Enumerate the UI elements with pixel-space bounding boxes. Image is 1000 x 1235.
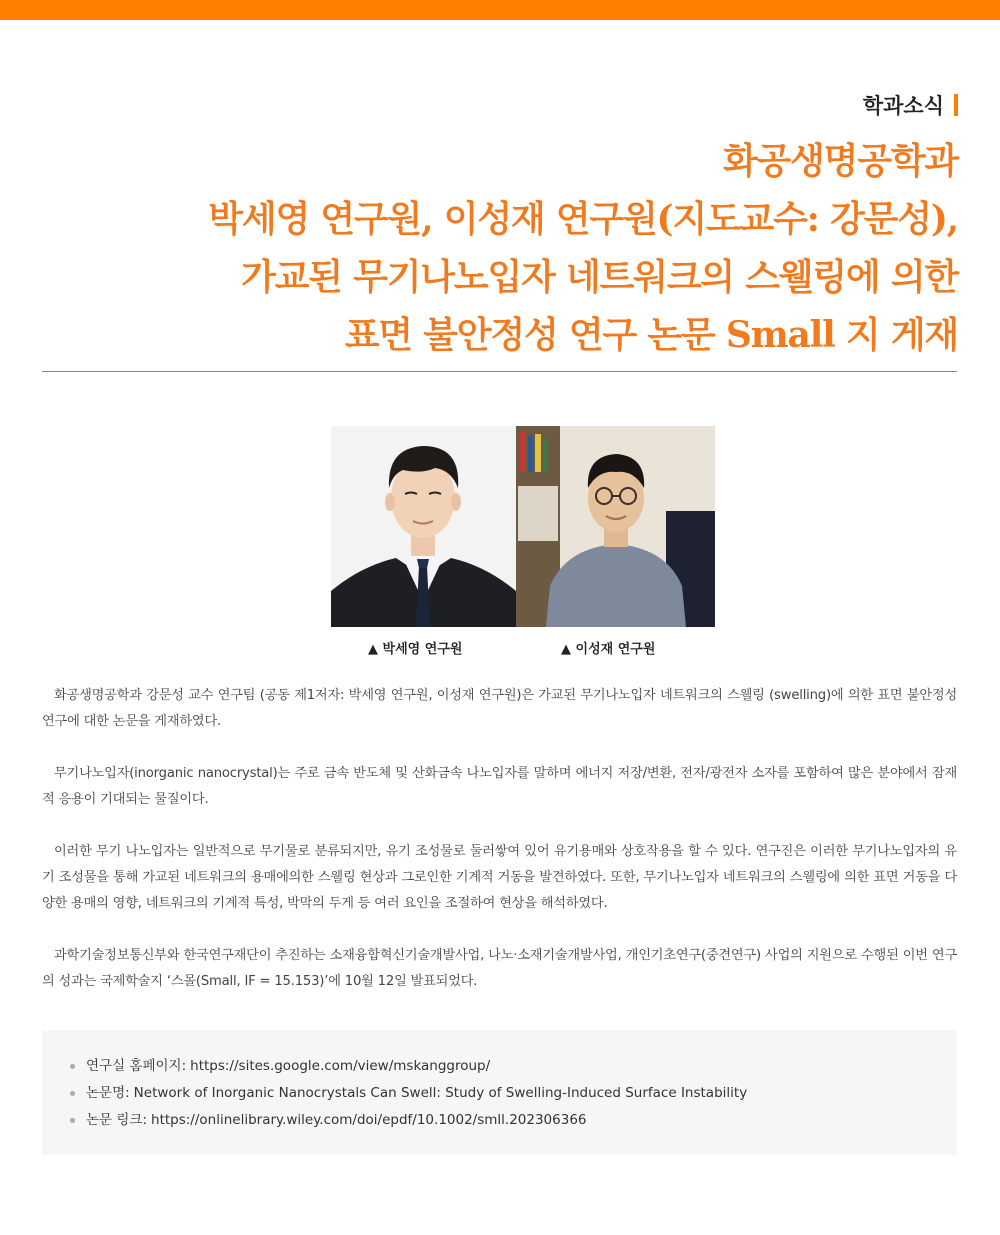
title-line: 가교된 무기나노입자 네트워크의 스웰링에 의한 bbox=[241, 256, 958, 298]
bullet-icon bbox=[70, 1118, 75, 1123]
bullet-icon bbox=[70, 1064, 75, 1069]
portrait-lee-image bbox=[516, 426, 715, 627]
info-item-homepage bbox=[70, 1053, 957, 1080]
bullet-icon bbox=[70, 1091, 75, 1096]
body-paragraph: 과학기술정보통신부와 한국연구재단이 추진하는 소재융합혁신기술개발사업, 나노·소재기술개발사업, 개인기초연구(중견연구) 사업의 지원으로 수행된 이번 연구의 성과는 국제학술지 ‘스몰(Small, IF = 15.153)’에 10월 12일 발표되었다. bbox=[42, 948, 957, 989]
photo-captions bbox=[0, 638, 1000, 658]
researcher-photo-park bbox=[331, 426, 516, 627]
title-line: 화공생명공학과 bbox=[722, 140, 958, 182]
top-accent-bar bbox=[0, 0, 1000, 20]
portrait-park-image bbox=[331, 426, 516, 627]
info-label: 논문명: bbox=[86, 1085, 130, 1101]
info-label: 논문 링크: bbox=[86, 1112, 148, 1128]
photo-caption: ▲ 박세영 연구원 bbox=[368, 642, 463, 657]
photo-caption: ▲ 이성재 연구원 bbox=[561, 642, 656, 657]
title-line: 표면 불안정성 연구 논문 Small 지 게재 bbox=[344, 314, 958, 356]
researcher-photos bbox=[331, 426, 715, 627]
body-paragraph: 이러한 무기 나노입자는 일반적으로 무기물로 분류되지만, 유기 조성물로 둘러쌓여 있어 유기용매와 상호작용을 할 수 있다. 연구진은 이러한 무기나노입자의 유기 조성물을 통해 가교된 네트워크의 용매에의한 스웰링 현상과 그로인한 기계적 거동을 발견하였다. 또한, 무기나노입자 네트워크의 스웰링에 의한 표면 거동을 다양한 용매의 영향, 네트워크의 기계적 특성, 박막의 두게 등 여러 요인을 조절하여 현상을 해석하였다. bbox=[42, 844, 957, 911]
section-category bbox=[863, 90, 958, 120]
title-line: 박세영 연구원, 이성재 연구원(지도교수: 강문성), bbox=[208, 198, 958, 240]
article-body bbox=[42, 683, 957, 1021]
paper-link[interactable]: https://onlinelibrary.wiley.com/doi/epdf/10.1002/smll.202306366 bbox=[151, 1112, 587, 1128]
body-paragraph: 화공생명공학과 강문성 교수 연구팀 (공동 제1저자: 박세영 연구원, 이성재 연구원)은 가교된 무기나노입자 네트워크의 스웰링 (swelling)에 의한 표면 불안정성 연구에 대한 논문을 게재하였다. bbox=[42, 688, 957, 729]
article-title bbox=[78, 132, 958, 364]
info-item-paper-title bbox=[70, 1080, 957, 1107]
category-marker bbox=[954, 94, 958, 116]
title-divider bbox=[42, 371, 957, 372]
info-item-paper-link bbox=[70, 1107, 957, 1134]
info-label: 연구실 홈페이지: bbox=[86, 1058, 187, 1074]
researcher-photo-lee bbox=[516, 426, 715, 627]
reference-info-box bbox=[42, 1030, 957, 1155]
category-label: 학과소식 bbox=[862, 94, 944, 118]
paper-title-text: Network of Inorganic Nanocrystals Can Swell: Study of Swelling-Induced Surface Instability bbox=[133, 1085, 748, 1101]
body-paragraph: 무기나노입자(inorganic nanocrystal)는 주로 금속 반도체 및 산화금속 나노입자를 말하며 에너지 저장/변환, 전자/광전자 소자를 포함하여 많은 분야에서 잠재적 응용이 기대되는 물질이다. bbox=[42, 766, 957, 807]
homepage-link[interactable]: https://sites.google.com/view/mskanggroup/ bbox=[190, 1058, 491, 1074]
